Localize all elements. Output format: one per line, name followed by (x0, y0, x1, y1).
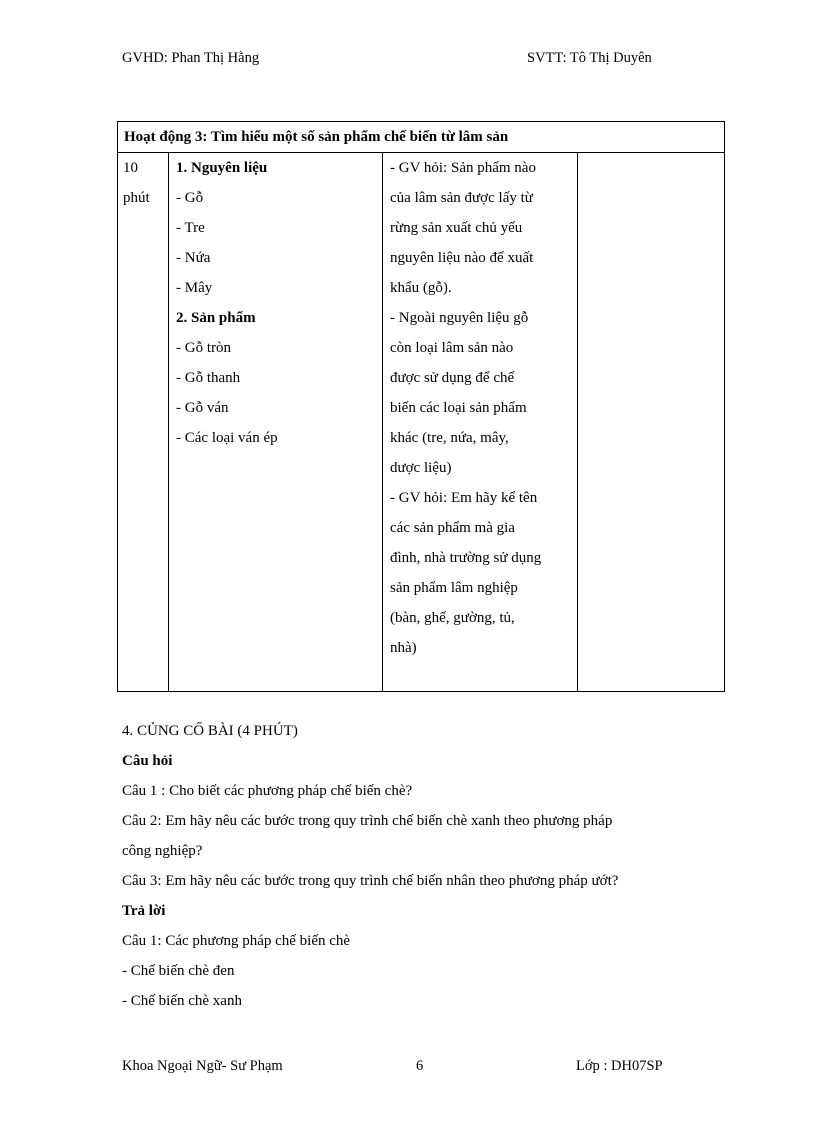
time-unit: phút (123, 190, 150, 206)
header-student: SVTT: Tô Thị Duyên (527, 50, 652, 66)
teacher-line: biến các loại sản phẩm (390, 400, 527, 416)
teacher-line: - Ngoài nguyên liệu gỗ (390, 310, 529, 326)
content-line: - Gỗ (176, 190, 204, 206)
page-number: 6 (416, 1058, 424, 1074)
question-2-cont: công nghiệp? (122, 843, 203, 859)
content-line: - Tre (176, 220, 205, 236)
section-heading: 4. CỦNG CỐ BÀI (4 PHÚT) (122, 723, 298, 739)
header-instructor: GVHD: Phan Thị Hằng (122, 50, 260, 66)
content-line: - Các loại ván ép (176, 430, 278, 446)
teacher-line: được sử dụng để chế (390, 370, 515, 386)
content-line: - Gỗ tròn (176, 340, 231, 356)
teacher-line: - GV hỏi: Sản phẩm nào (390, 160, 536, 176)
content-line: 1. Nguyên liệu (176, 160, 268, 176)
footer-faculty: Khoa Ngoại Ngữ- Sư Phạm (122, 1058, 283, 1074)
teacher-line: khẩu (gỗ). (390, 280, 452, 296)
student-activity-cell (578, 153, 725, 692)
activity-title: Hoạt động 3: Tìm hiểu một số sản phẩm chế biến từ lâm sản (118, 122, 725, 153)
review-section (122, 716, 742, 1016)
time-cell (118, 153, 169, 692)
footer-class: Lớp : DH07SP (576, 1058, 663, 1074)
content-line: - Nứa (176, 250, 211, 266)
time-value: 10 (123, 160, 138, 176)
answer-1: Câu 1: Các phương pháp chế biến chè (122, 933, 351, 949)
question-1: Câu 1 : Cho biết các phương pháp chế biến chè? (122, 783, 413, 799)
teacher-line: nguyên liệu nào để xuất (390, 250, 534, 266)
question-2: Câu 2: Em hãy nêu các bước trong quy trình chế biến chè xanh theo phương pháp (122, 813, 613, 829)
question-3: Câu 3: Em hãy nêu các bước trong quy trình chế biến nhân theo phương pháp ướt? (122, 873, 619, 889)
content-cell (169, 153, 383, 692)
teacher-line: của lâm sản được lấy từ (390, 190, 533, 206)
teacher-line: (bàn, ghế, gường, tủ, (390, 610, 515, 626)
activity-table (117, 121, 725, 692)
content-line: - Gỗ ván (176, 400, 229, 416)
teacher-line: các sản phẩm mà gia (390, 520, 515, 536)
content-line: - Gỗ thanh (176, 370, 241, 386)
teacher-line: dược liệu) (390, 460, 452, 476)
answers-heading: Trả lời (122, 903, 166, 919)
answer-1-item: - Chế biến chè xanh (122, 993, 242, 1009)
teacher-line: còn loại lâm sản nào (390, 340, 514, 356)
teacher-activity-cell (383, 153, 578, 692)
teacher-line: - GV hỏi: Em hãy kể tên (390, 490, 538, 506)
teacher-line: đình, nhà trường sử dụng (390, 550, 542, 566)
content-line: - Mây (176, 280, 213, 296)
teacher-line: nhà) (390, 640, 417, 656)
teacher-line: rừng sản xuất chủ yếu (390, 220, 523, 236)
content-line: 2. Sản phẩm (176, 310, 256, 326)
answer-1-item: - Chế biến chè đen (122, 963, 235, 979)
questions-heading: Câu hỏi (122, 753, 173, 769)
teacher-line: khác (tre, nứa, mây, (390, 430, 509, 446)
teacher-line: sản phẩm lâm nghiệp (390, 580, 518, 596)
